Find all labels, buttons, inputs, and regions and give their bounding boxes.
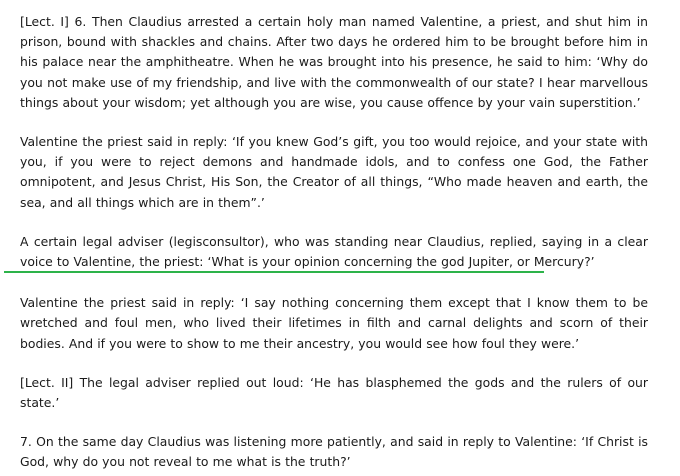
green-divider-line — [4, 271, 544, 273]
paragraph-valentine-reply-1: Valentine the priest said in reply: ‘If you knew God’s gift, you too would rejoice, and your state with you, if you were to reject demons and handmade idols, and to confess one God, the Father omnipotent, and Jesus Christ, His Son, the Creator of all things, “Who made heaven and earth, the sea, and all things which are in them”.’ — [20, 134, 648, 210]
paragraph-lect-2: [Lect. II] The legal adviser replied out loud: ‘He has blasphemed the gods and the rulers of our state.’ — [20, 374, 648, 411]
paragraph-section-7: 7. On the same day Claudius was listening more patiently, and said in reply to Valentine: ‘If Christ is God, why do you not reveal to me what is the truth?’ — [20, 434, 648, 470]
paragraph-lect-1: [Lect. I] 6. Then Claudius arrested a certain holy man named Valentine, a priest, and shut him in prison, bound with shackles and chains. After two days he ordered him to be brought before him in his palace near the amphitheatre. When he was brought into his presence, he said to him: ‘Why do you not make use of my friendship, and live with the commonwealth of our state? I hear marvellous things about your wisdom; yet although you are wise, you cause offence by your vain superstition.’ — [20, 14, 648, 110]
document-body — [20, 12, 648, 473]
paragraph-valentine-reply-2: Valentine the priest said in reply: ‘I say nothing concerning them except that I know them to be wretched and foul men, who lived their lifetimes in filth and carnal delights and scorn of their bodies. And if you were to show to me their ancestry, you would see how foul they were.’ — [20, 295, 648, 351]
paragraph-legal-adviser-question: A certain legal adviser (legisconsultor), who was standing near Claudius, replied, saying in a clear voice to Valentine, the priest: ‘What is your opinion concerning the god Jupiter, or Mercury?’ — [20, 233, 648, 270]
